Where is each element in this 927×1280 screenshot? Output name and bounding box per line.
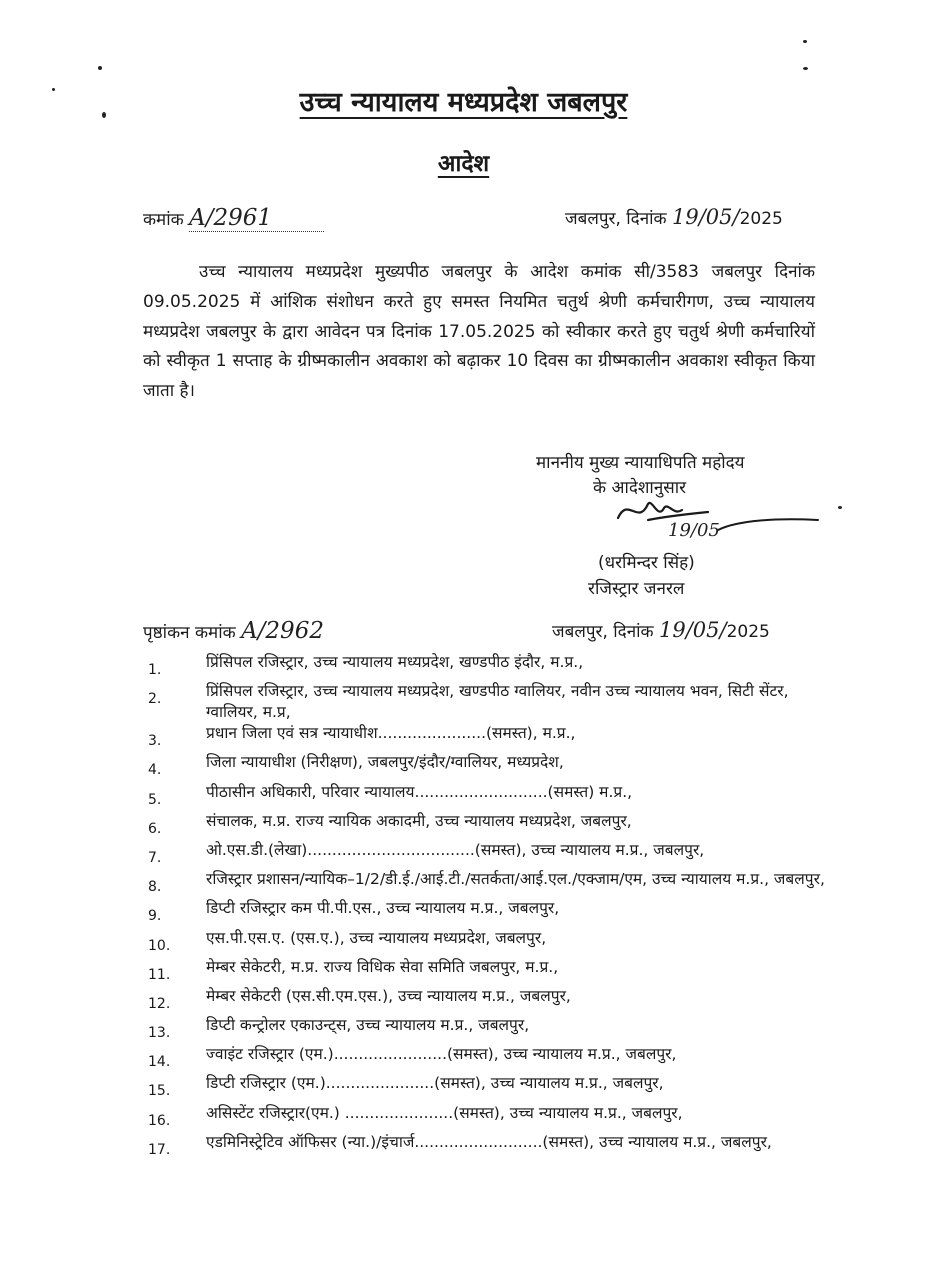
- list-item-text: प्रिंसिपल रजिस्ट्रार, उच्च न्यायालय मध्यप्रदेश, खण्डपीठ इंदौर, म.प्र.,: [206, 653, 584, 671]
- list-item-text: एस.पी.एस.ए. (एस.ए.), उच्च न्यायालय मध्यप्रदेश, जबलपुर,: [206, 928, 547, 947]
- list-item: [140, 1103, 830, 1132]
- signature-image: [608, 490, 838, 550]
- list-item-number: 17.: [148, 1141, 171, 1158]
- list-item-number: 14.: [148, 1054, 171, 1071]
- scan-speck: [803, 40, 807, 43]
- list-item: [140, 840, 830, 869]
- order-date-year: 2025: [739, 209, 783, 229]
- list-item-text: पीठासीन अधिकारी, परिवार न्यायालय...........................(समस्त) म.प्र.,: [206, 782, 633, 801]
- list-item-number: 8.: [148, 879, 162, 896]
- list-item-text: रजिस्ट्रार प्रशासन/न्यायिक–1/2/डी.ई./आई.टी./सतर्कता/आई.एल./एक्जाम/एम, उच्च न्यायालय म.प्र., जबलपुर,: [206, 870, 825, 889]
- endorsement-date-line: [552, 618, 770, 642]
- signatory-name: (धरमिन्दर सिंह): [598, 553, 695, 573]
- endorsement-date-year: 2025: [726, 622, 770, 642]
- court-title: उच्च न्यायालय मध्यप्रदेश जबलपुर: [299, 87, 628, 118]
- endorsement-date-value: 19/05/: [659, 618, 727, 642]
- list-item: [140, 957, 830, 986]
- list-item-text: डिप्टी रजिस्ट्रार कम पी.पी.एस., उच्च न्यायालय म.प्र., जबलपुर,: [206, 899, 560, 918]
- list-item-number: 3.: [148, 733, 162, 750]
- order-number-line: [143, 205, 324, 232]
- list-item: [140, 723, 830, 752]
- endorsement-number-line: [143, 618, 324, 644]
- list-item-number: 12.: [148, 995, 171, 1012]
- list-item: [140, 811, 830, 840]
- list-item-number: 4.: [148, 762, 162, 779]
- endorsement-number-label: पृष्ठांकन कमांक: [143, 623, 236, 643]
- list-item: [140, 1015, 830, 1044]
- list-item-text: प्रधान जिला एवं सत्र न्यायाधीश......................(समस्त), म.प्र.,: [206, 724, 576, 743]
- list-item-number: 7.: [148, 849, 162, 866]
- list-item-text: एडमिनिस्ट्रेटिव ऑफिसर (न्या.)/इंचार्ज..........................(समस्त), उच्च न्यायालय म.प्र., जबलपुर,: [206, 1132, 772, 1151]
- list-item-number: 13.: [148, 1025, 171, 1042]
- list-item: [140, 1073, 830, 1102]
- list-item-number: 15.: [148, 1083, 171, 1100]
- order-number-value: A/2961: [189, 205, 324, 232]
- list-item-text: ज्वाइंट रजिस्ट्रार (एम.).......................(समस्त), उच्च न्यायालय म.प्र., जबलपुर,: [206, 1045, 677, 1064]
- order-number-label: कमांक: [143, 210, 184, 230]
- signature-date: 19/05: [668, 520, 720, 541]
- scan-speck: [838, 506, 842, 509]
- order-date-label: जबलपुर, दिनांक: [565, 209, 667, 229]
- list-item-text: संचालक, म.प्र. राज्य न्यायिक अकादमी, उच्च न्यायालय मध्यप्रदेश, जबलपुर,: [206, 811, 632, 830]
- order-title: आदेश: [437, 151, 490, 177]
- list-item: [140, 782, 830, 811]
- list-item-text: मेम्बर सेकेटरी (एस.सी.एम.एस.), उच्च न्यायालय म.प्र., जबलपुर,: [206, 986, 571, 1005]
- endorsement-date-label: जबलपुर, दिनांक: [552, 622, 654, 642]
- list-item-text: मेम्बर सेकेटरी, म.प्र. राज्य विधिक सेवा समिति जबलपुर, म.प्र.,: [206, 957, 559, 976]
- list-item-text: डिप्टी कन्ट्रोलर एकाउन्ट्स, उच्च न्यायालय म.प्र., जबलपुर,: [206, 1016, 530, 1035]
- list-item-number: 9.: [148, 908, 162, 925]
- authority-line-2: के आदेशानुसार: [593, 478, 687, 498]
- list-item-number: 6.: [148, 820, 162, 837]
- authority-line-1: माननीय मुख्य न्यायाधिपति महोदय: [536, 453, 745, 473]
- list-item-text: जिला न्यायाधीश (निरीक्षण), जबलपुर/इंदौर/ग्वालियर, मध्यप्रदेश,: [206, 753, 564, 772]
- list-item-text: ओ.एस.डी.(लेखा)..................................(समस्त), उच्च न्यायालय म.प्र., जबलपुर,: [206, 840, 705, 859]
- list-item: [140, 1044, 830, 1073]
- list-item: [140, 681, 830, 723]
- list-item-number: 10.: [148, 937, 171, 954]
- order-body-paragraph: उच्च न्यायालय मध्यप्रदेश मुख्यपीठ जबलपुर के आदेश कमांक सी/3583 जबलपुर दिनांक 09.05.2025 में आंशिक संशोधन करते हुए समस्त नियमित चतुर्थ श्रेणी कर्मचारीगण, उच्च न्यायालय मध्यप्रदेश जबलपुर के द्वारा आवेदन पत्र दिनांक 17.05.2025 को स्वीकार करते हुए चतुर्थ श्रेणी कर्मचारियों को स्वीकृत 1 सप्ताह के ग्रीष्मकालीन अवकाश को बढ़ाकर 10 दिवस का ग्रीष्मकालीन अवकाश स्वीकृत किया जाता है।: [143, 262, 815, 402]
- list-item-number: 16.: [148, 1112, 171, 1129]
- order-date-value: 19/05/: [672, 205, 740, 229]
- list-item-text: प्रिंसिपल रजिस्ट्रार, उच्च न्यायालय मध्यप्रदेश, खण्डपीठ ग्वालियर, नवीन उच्च न्यायालय भवन, सिटी सेंटर, ग्वालियर, म.प्र,: [206, 682, 789, 722]
- list-item: [140, 1132, 830, 1161]
- list-item-number: 2.: [148, 691, 162, 708]
- list-item-number: 11.: [148, 966, 171, 983]
- list-item: [140, 752, 830, 781]
- endorsement-number-value: A/2962: [241, 618, 324, 644]
- order-date-line: [565, 205, 783, 229]
- list-item-text: डिप्टी रजिस्ट्रार (एम.)......................(समस्त), उच्च न्यायालय म.प्र., जबलपुर,: [206, 1074, 664, 1093]
- list-item: [140, 928, 830, 957]
- distribution-list: [140, 652, 830, 1161]
- list-item: [140, 986, 830, 1015]
- signatory-designation: रजिस्ट्रार जनरल: [588, 579, 685, 599]
- scan-speck: [98, 66, 102, 70]
- list-item: [140, 898, 830, 927]
- scan-speck: [803, 67, 808, 70]
- list-item-number: 1.: [148, 662, 162, 678]
- list-item-text: असिस्टेंट रजिस्ट्रार(एम.) ......................(समस्त), उच्च न्यायालय म.प्र., जबलपुर,: [206, 1103, 683, 1122]
- list-item: [140, 652, 830, 681]
- list-item: [140, 869, 830, 898]
- list-item-number: 5.: [148, 791, 162, 808]
